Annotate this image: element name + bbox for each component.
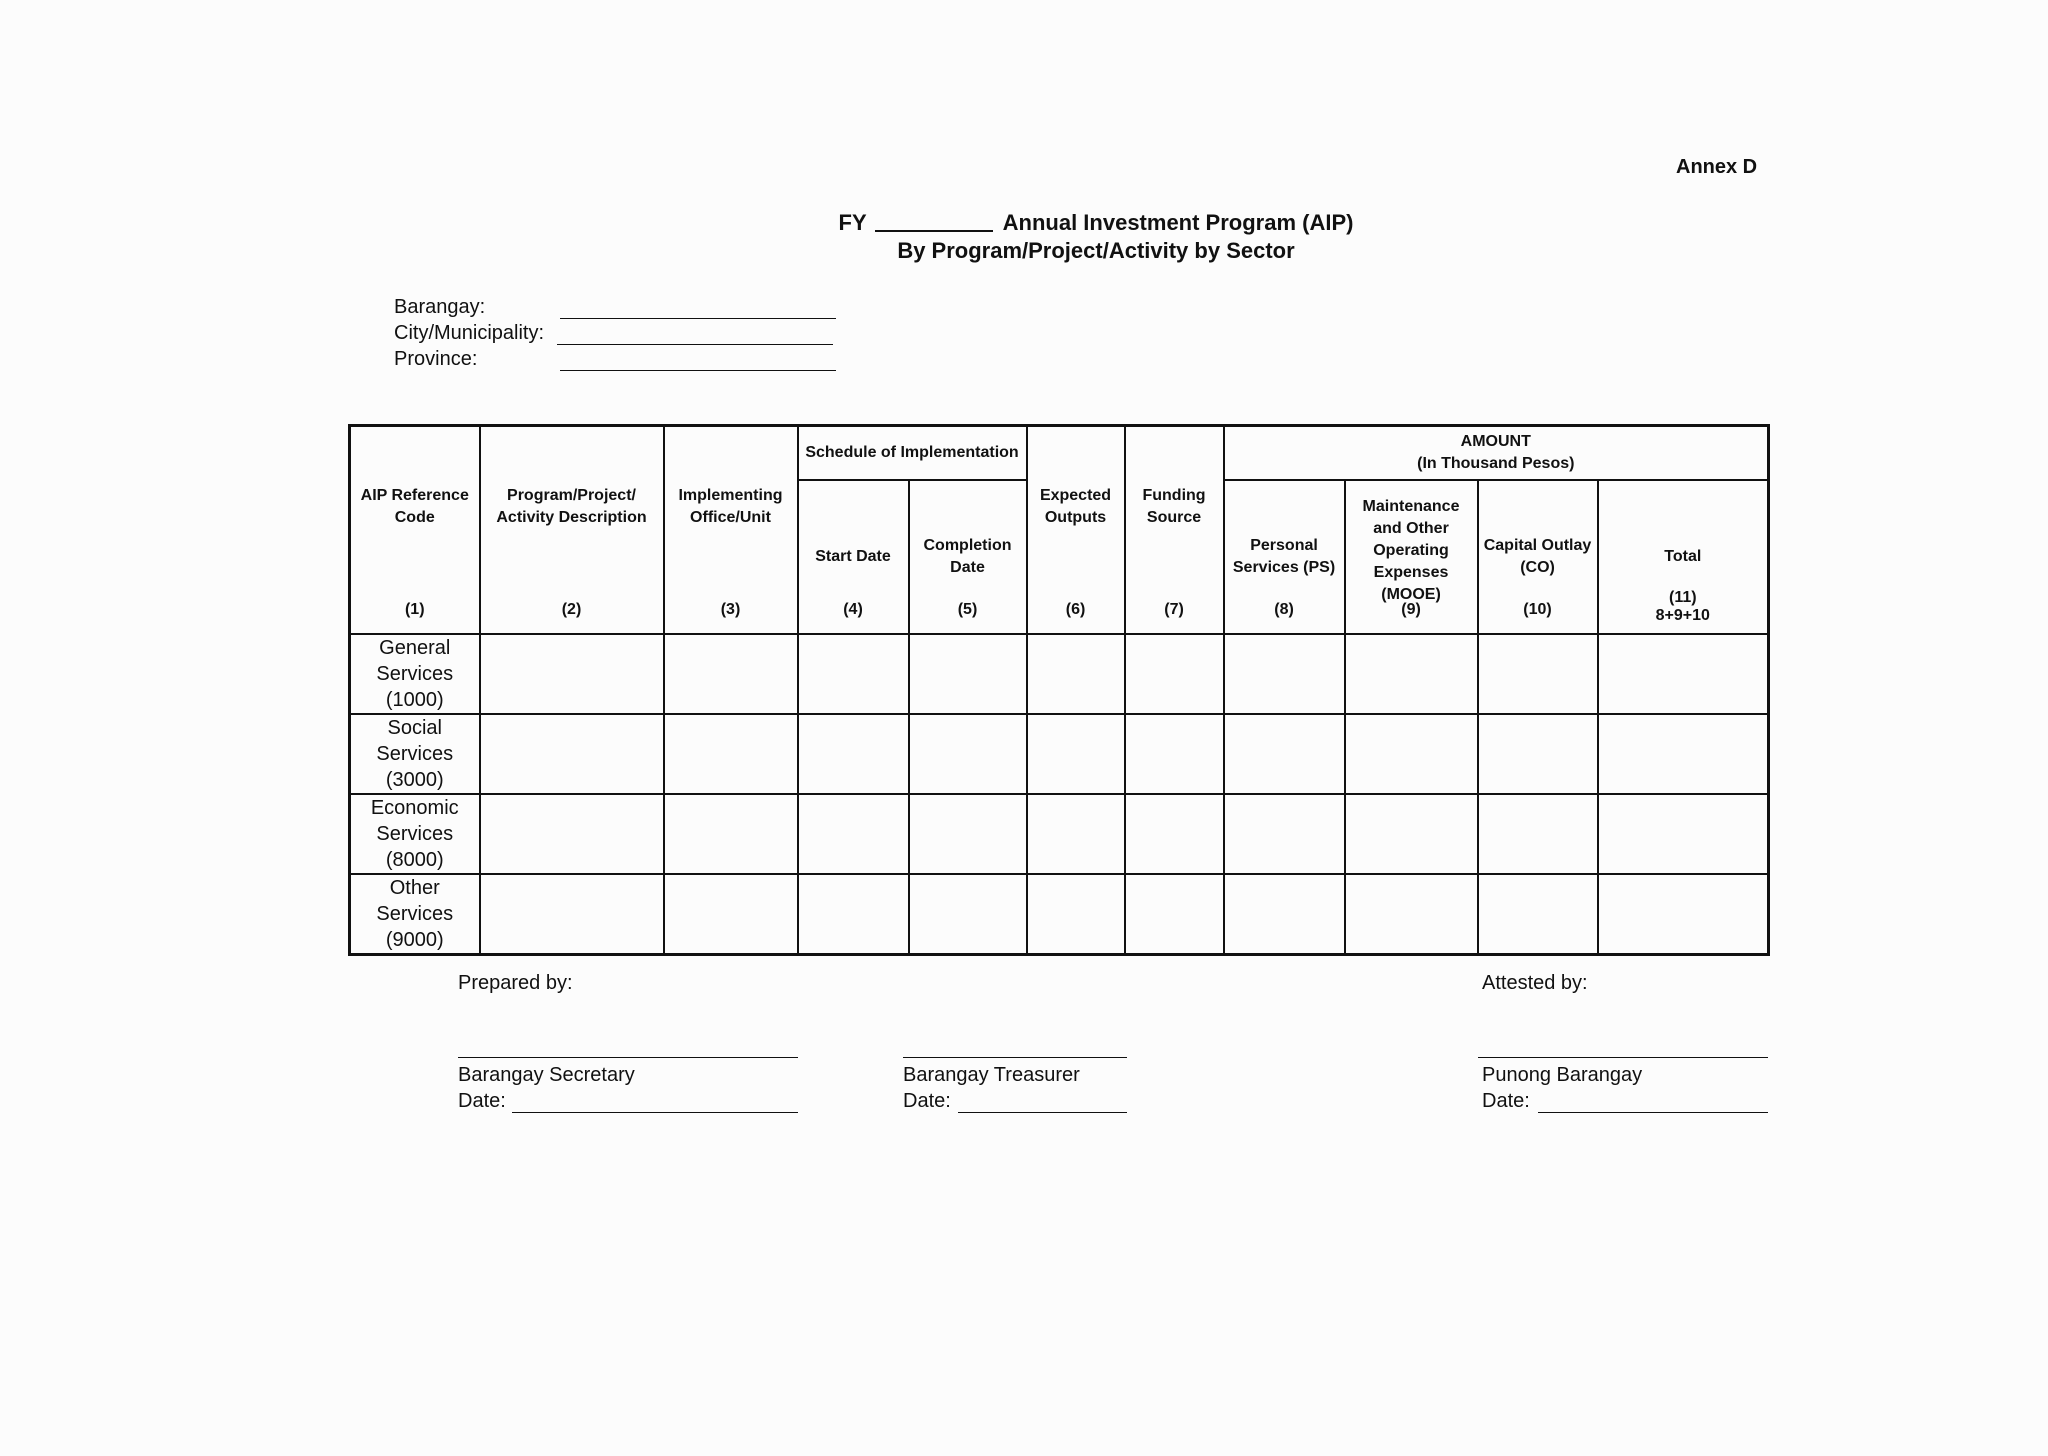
treasurer-date-label: Date: bbox=[903, 1090, 951, 1112]
entry-cell[interactable] bbox=[798, 714, 909, 794]
entry-cell[interactable] bbox=[1345, 714, 1478, 794]
entry-cell[interactable] bbox=[1478, 714, 1598, 794]
treasurer-date-line bbox=[958, 1112, 1127, 1113]
entry-cell[interactable] bbox=[1478, 794, 1598, 874]
entry-cell[interactable] bbox=[909, 714, 1027, 794]
col-header-total: Total (11) 8+9+10 bbox=[1598, 480, 1769, 634]
fy-label: FY bbox=[838, 210, 867, 235]
treasurer-signature-line bbox=[903, 1057, 1127, 1058]
entry-cell[interactable] bbox=[1224, 874, 1345, 955]
entry-cell[interactable] bbox=[1345, 874, 1478, 955]
col-header-aip-reference-code: AIP Reference Code (1) bbox=[350, 426, 480, 635]
col-group-amount: AMOUNT (In Thousand Pesos) bbox=[1224, 426, 1769, 481]
entry-cell[interactable] bbox=[1478, 874, 1598, 955]
entry-cell[interactable] bbox=[1598, 714, 1769, 794]
entry-cell[interactable] bbox=[1224, 714, 1345, 794]
punong-label: Punong Barangay bbox=[1482, 1064, 1643, 1086]
entry-cell[interactable] bbox=[1027, 794, 1125, 874]
city-municipality-label: City/Municipality: bbox=[394, 322, 545, 344]
entry-cell[interactable] bbox=[1224, 634, 1345, 714]
sector-cell: Social Services (3000) bbox=[350, 714, 480, 794]
title-line-1: Annual Investment Program (AIP) bbox=[1002, 210, 1354, 235]
entry-cell[interactable] bbox=[1125, 714, 1224, 794]
entry-cell[interactable] bbox=[1125, 634, 1224, 714]
fy-blank-line bbox=[875, 210, 993, 232]
entry-cell[interactable] bbox=[1027, 714, 1125, 794]
col-header-implementing-office: Implementing Office/Unit (3) bbox=[664, 426, 798, 635]
entry-cell[interactable] bbox=[480, 874, 664, 955]
punong-date-line bbox=[1538, 1112, 1768, 1113]
entry-cell[interactable] bbox=[664, 714, 798, 794]
entry-cell[interactable] bbox=[664, 634, 798, 714]
col-group-schedule: Schedule of Implementation bbox=[798, 426, 1027, 481]
entry-cell[interactable] bbox=[664, 794, 798, 874]
attested-by-label: Attested by: bbox=[1482, 972, 1588, 994]
sector-cell: General Services (1000) bbox=[350, 634, 480, 714]
entry-cell[interactable] bbox=[1125, 874, 1224, 955]
secretary-signature-line bbox=[458, 1057, 798, 1058]
col-header-personal-services: Personal Services (PS) (8) bbox=[1224, 480, 1345, 634]
entry-cell[interactable] bbox=[480, 714, 664, 794]
entry-cell[interactable] bbox=[1027, 874, 1125, 955]
form-title bbox=[72, 210, 2048, 236]
prepared-by-label: Prepared by: bbox=[458, 972, 573, 994]
secretary-date-line bbox=[512, 1112, 798, 1113]
col-header-expected-outputs: Expected Outputs (6) bbox=[1027, 426, 1125, 635]
entry-cell[interactable] bbox=[664, 874, 798, 955]
table-row bbox=[350, 634, 1769, 714]
sector-cell: Economic Services (8000) bbox=[350, 794, 480, 874]
col-header-mooe: Maintenance and Other Operating Expenses (MOOE) (9) bbox=[1345, 480, 1478, 634]
entry-cell[interactable] bbox=[480, 794, 664, 874]
treasurer-label: Barangay Treasurer bbox=[903, 1064, 1080, 1086]
table-row bbox=[350, 874, 1769, 955]
entry-cell[interactable] bbox=[480, 634, 664, 714]
punong-date-label: Date: bbox=[1482, 1090, 1530, 1112]
aip-table bbox=[348, 424, 1770, 956]
form-subtitle: By Program/Project/Activity by Sector bbox=[897, 238, 1295, 263]
entry-cell[interactable] bbox=[1598, 634, 1769, 714]
annex-label: Annex D bbox=[1676, 156, 1758, 178]
col-header-description: Program/Project/ Activity Description (2) bbox=[480, 426, 664, 635]
table-row bbox=[350, 794, 1769, 874]
col-header-completion-date: Completion Date (5) bbox=[909, 480, 1027, 634]
entry-cell[interactable] bbox=[1598, 794, 1769, 874]
entry-cell[interactable] bbox=[1345, 794, 1478, 874]
entry-cell[interactable] bbox=[1125, 794, 1224, 874]
entry-cell[interactable] bbox=[909, 874, 1027, 955]
barangay-label: Barangay: bbox=[394, 296, 486, 318]
entry-cell[interactable] bbox=[909, 634, 1027, 714]
entry-cell[interactable] bbox=[1224, 794, 1345, 874]
entry-cell[interactable] bbox=[909, 794, 1027, 874]
entry-cell[interactable] bbox=[1478, 634, 1598, 714]
entry-cell[interactable] bbox=[1345, 634, 1478, 714]
entry-cell[interactable] bbox=[798, 874, 909, 955]
table-row bbox=[350, 714, 1769, 794]
province-label: Province: bbox=[394, 348, 478, 370]
col-header-capital-outlay: Capital Outlay (CO) (10) bbox=[1478, 480, 1598, 634]
city-municipality-line bbox=[557, 344, 833, 345]
barangay-line bbox=[560, 318, 836, 319]
secretary-date-label: Date: bbox=[458, 1090, 506, 1112]
secretary-label: Barangay Secretary bbox=[458, 1064, 635, 1086]
col-header-funding-source: Funding Source (7) bbox=[1125, 426, 1224, 635]
entry-cell[interactable] bbox=[1027, 634, 1125, 714]
col-header-start-date: Start Date (4) bbox=[798, 480, 909, 634]
entry-cell[interactable] bbox=[798, 634, 909, 714]
sector-cell: Other Services (9000) bbox=[350, 874, 480, 955]
entry-cell[interactable] bbox=[1598, 874, 1769, 955]
punong-signature-line bbox=[1478, 1057, 1768, 1058]
entry-cell[interactable] bbox=[798, 794, 909, 874]
province-line bbox=[560, 370, 836, 371]
